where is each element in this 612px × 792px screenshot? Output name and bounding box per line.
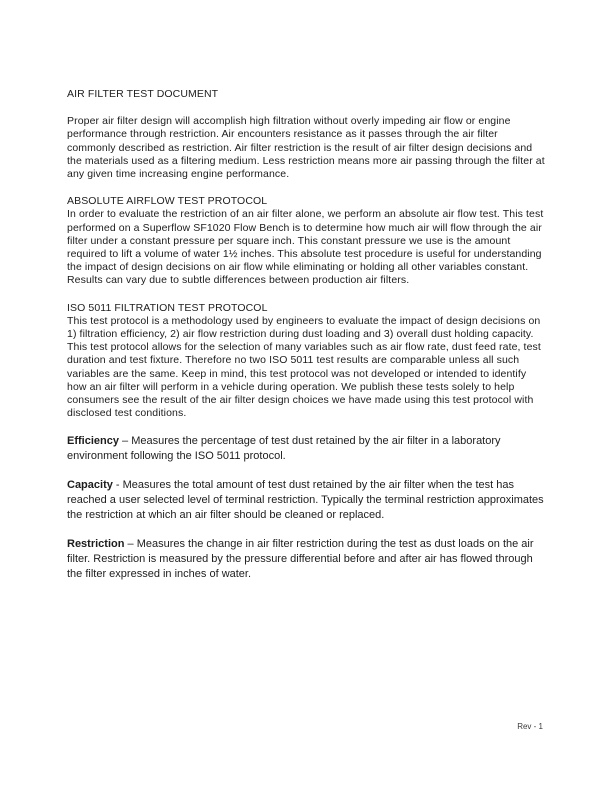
section-iso-5011 [67, 302, 545, 421]
definition-term-restriction: Restriction [67, 538, 125, 551]
page-title: AIR FILTER TEST DOCUMENT [67, 88, 219, 100]
definition-text-restriction: – Measures the change in air filter restriction during the test as dust loads on the air filter. Restriction is measured by the pressure differential before and after air has flowed through the filter expressed in inches of water. [67, 538, 534, 581]
definitions-block [67, 434, 545, 582]
footer-revision: Rev - 1 [517, 722, 543, 731]
document-top-block [67, 88, 545, 420]
definition-term-capacity: Capacity [67, 479, 113, 492]
definition-term-efficiency: Efficiency [67, 435, 119, 448]
section-heading-absolute-airflow: ABSOLUTE AIRFLOW TEST PROTOCOL [67, 195, 268, 208]
definition-restriction [67, 537, 545, 582]
definition-text-capacity: - Measures the total amount of test dust retained by the air filter when the test has reached a user selected level of terminal restriction. Typically the terminal restriction approximates the restriction at which an air filter should be cleaned or replaced. [67, 479, 544, 522]
section-body-absolute-airflow: In order to evaluate the restriction of an air filter alone, we perform an absolute air flow test. This test performed on a Superflow SF1020 Flow Bench is to determine how much air will flow through the air filter under a constant pressure per square inch. This constant pressure we use is the amount required to lift a volume of water 1½ inches. This absolute test procedure is useful for understanding the impact of design decisions on air flow while eliminating or holding all other variables constant. Results can vary due to subtle differences between production air filters. [67, 208, 544, 287]
section-heading-iso-5011: ISO 5011 FILTRATION TEST PROTOCOL [67, 301, 268, 314]
section-absolute-airflow [67, 195, 545, 287]
definition-text-efficiency: – Measures the percentage of test dust retained by the air filter in a laboratory environment following the ISO 5011 protocol. [67, 435, 501, 463]
intro-paragraph: Proper air filter design will accomplish high filtration without overly impeding air flow or engine performance through restriction. Air encounters resistance as it passes through the air filter commonly described as restriction. Air filter restriction is the result of air filter design decisions and the materials used as a filtering medium. Less restriction means more air passing through the filter at any given time increasing engine performance. [67, 115, 545, 181]
definition-efficiency [67, 434, 545, 464]
document-content [67, 88, 545, 596]
section-body-iso-5011: This test protocol is a methodology used by engineers to evaluate the impact of design decisions on 1) filtration efficiency, 2) air flow restriction during dust loading and 3) overall dust holding capacity. This test protocol allows for the selection of many variables such as air flow rate, dust feed rate, test duration and test fixture. Therefore no two ISO 5011 test results are comparable unless all such variables are the same. Keep in mind, this test protocol was not developed or intended to identify how an air filter will perform in a vehicle during operation. We publish these tests solely to help consumers see the result of the air filter design choices we have made using this test protocol with disclosed test conditions. [67, 314, 541, 420]
definition-capacity [67, 478, 545, 523]
